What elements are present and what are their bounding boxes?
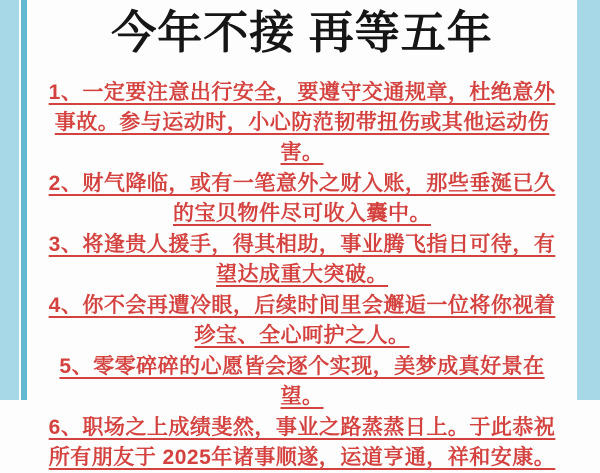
right-border-band — [577, 0, 600, 400]
fortune-item-5: 5、零零碎碎的心愿皆会逐个实现，美梦成真好景在望。 — [59, 355, 545, 408]
fortune-item-3: 3、将逢贵人援手，得其相助，事业腾飞指日可待，有望达成重大突破。 — [48, 233, 556, 286]
fortune-item-4: 4、你不会再遭冷眼，后续时间里会邂逅一位将你视着珍宝、全心呵护之人。 — [48, 294, 556, 347]
fortune-item-6: 6、职场之上成绩斐然，事业之路蒸蒸日上。于此恭祝所有朋友于 2025年诸事顺遂，运道亨通，祥和安康。 — [48, 416, 556, 469]
page-title: 今年不接 再等五年 — [111, 7, 493, 58]
poster-content — [27, 0, 577, 469]
left-border-band — [0, 0, 19, 400]
fortune-item-1: 1、一定要注意出行安全，要遵守交通规章，杜绝意外事故。参与运动时，小心防范韧带扭伤或其他运动伤害。 — [48, 81, 556, 164]
fortune-item-2: 2、财气降临，或有一笔意外之财入账，那些垂涎已久的宝贝物件尽可收入囊中。 — [48, 172, 556, 225]
